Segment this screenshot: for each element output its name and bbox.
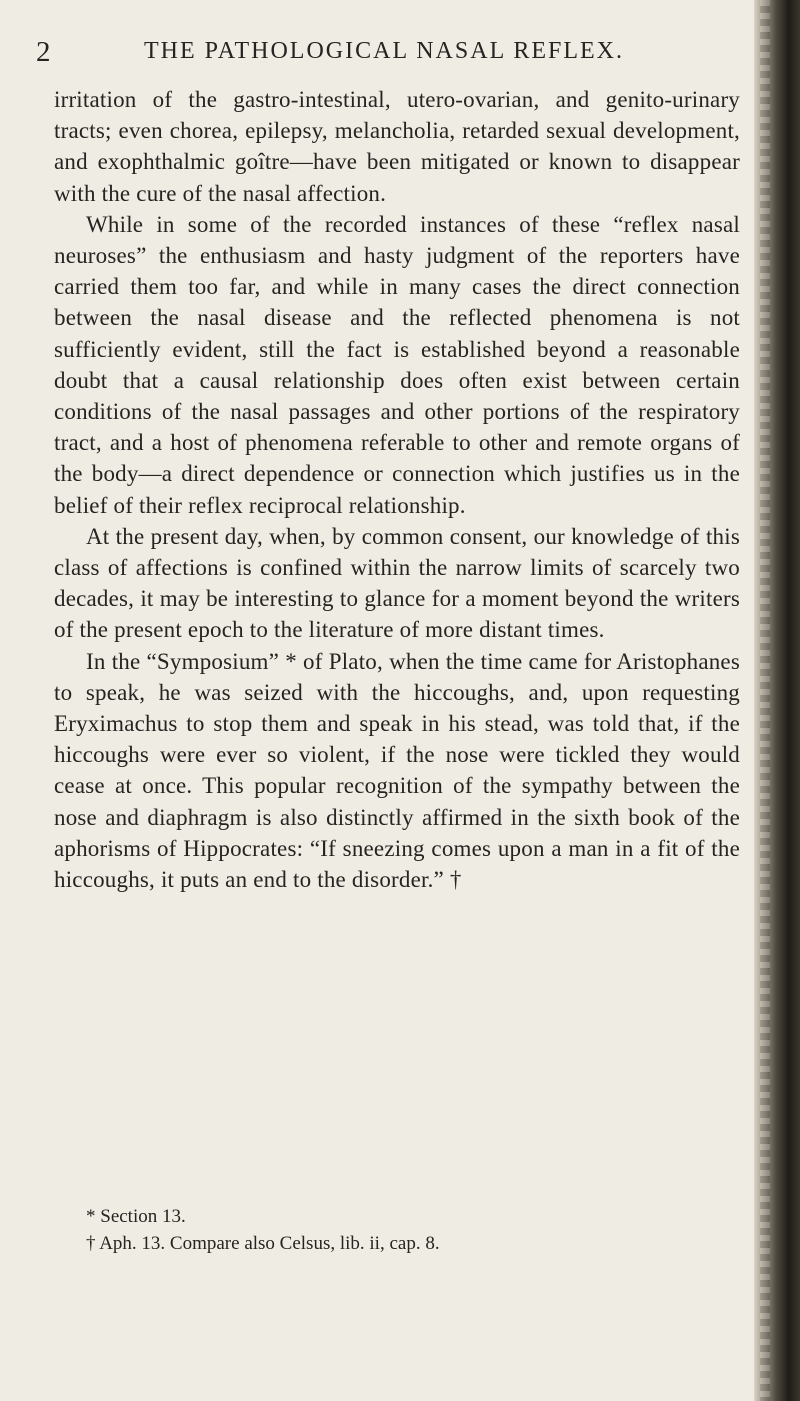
footnote-1: * Section 13. (86, 1206, 186, 1227)
paragraph-3: At the present day, when, by common consent, our knowledge of this class of affections is confined within the narrow limits of scarcely two decades, it may be interesting to glance for a moment beyond the writers of the present epoch to the literature of more distant times. (54, 523, 740, 643)
footnotes (86, 1203, 726, 1257)
body-text (54, 84, 740, 895)
page-number: 2 (36, 36, 52, 68)
footnote-2: † Aph. 13. Compare also Celsus, lib. ii, cap. 8. (86, 1233, 440, 1254)
page-header (36, 36, 732, 76)
running-title: THE PATHOLOGICAL NASAL REFLEX. (144, 38, 624, 64)
paragraph-1: irritation of the gastro-intestinal, utero-ovarian, and genito-urinary tracts; even chorea, epilepsy, melancholia, retarded sexual development, and exophthalmic goître—have been mitigated or known to disappear with the cure of the nasal affection. (54, 87, 740, 206)
paragraph-4: In the “Symposium” * of Plato, when the time came for Aristophanes to speak, he was seized with the hiccoughs, and, upon requesting Eryximachus to stop them and speak in his stead, was told that, if the hiccoughs were ever so violent, if the nose were tickled they would cease at once. This popular recognition of the sympathy between the nose and diaphragm is also distinctly affirmed in the sixth book of the aphorisms of Hippocrates: “If sneezing comes upon a man in a fit of the hiccoughs, it puts an end to the disorder.” † (54, 648, 740, 893)
paragraph-2: While in some of the recorded instances of these “reflex nasal neuroses” the enthusiasm and hasty judgment of the reporters have carried them too far, and while in many cases the direct connection between the nasal disease and the reflected phenomena is not sufficiently evident, still the fact is established beyond a reasonable doubt that a causal relationship does often exist between certain conditions of the nasal passages and other portions of the respiratory tract, and a host of phenomena referable to other and remote organs of the body—a direct dependence or connection which justifies us in the belief of their reflex reciprocal relationship. (54, 211, 740, 518)
book-binding-edge (754, 0, 800, 1401)
